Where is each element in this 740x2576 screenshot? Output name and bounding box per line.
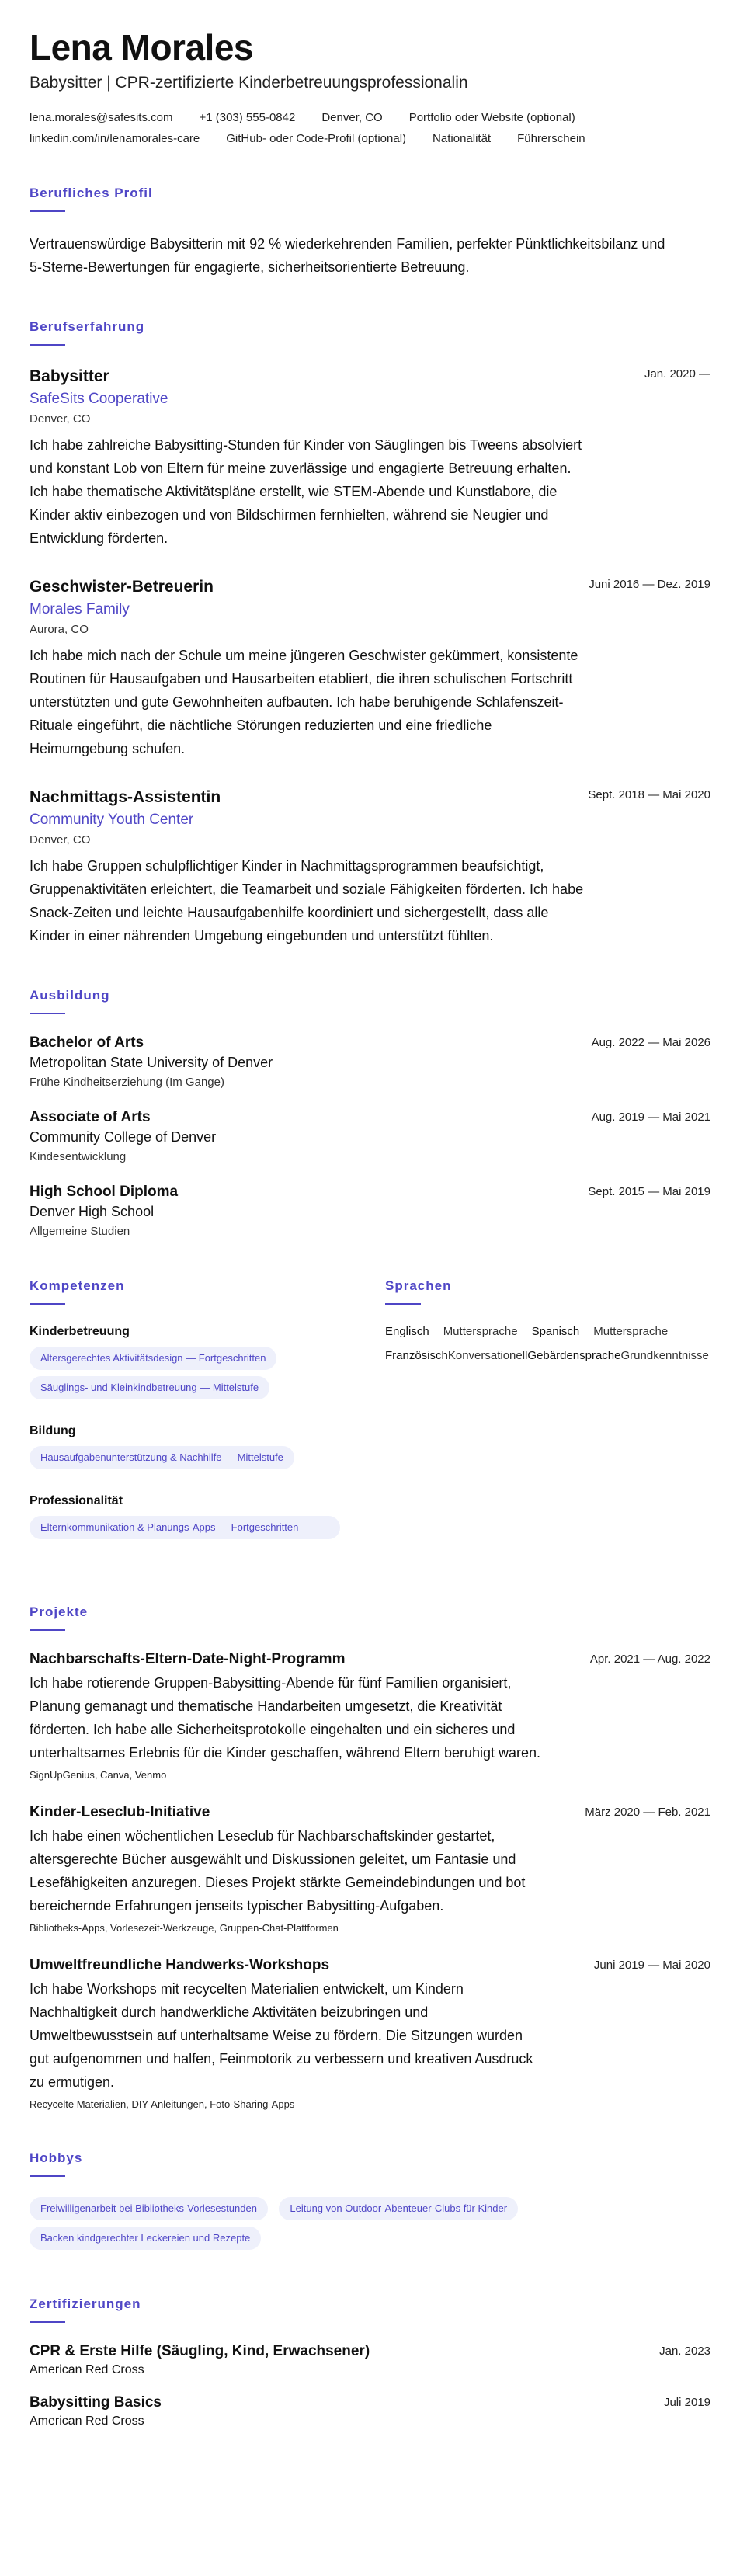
section-rule: [30, 1629, 65, 1631]
candidate-name: Lena Morales: [30, 27, 253, 68]
contact-info: [30, 111, 710, 124]
education-date: Sept. 2015 — Mai 2019: [588, 1184, 710, 1198]
contact-linkedin[interactable]: linkedin.com/in/lenamorales-care: [30, 131, 200, 145]
skills-column: [30, 1278, 385, 1564]
degree: High School Diploma: [30, 1183, 179, 1200]
section-rule: [30, 210, 65, 212]
certification-issuer: American Red Cross: [30, 2362, 144, 2376]
languages-column: [385, 1278, 710, 1564]
section-rule: [30, 1013, 65, 1014]
language-level: Muttersprache: [443, 1324, 518, 1338]
section-rule: [385, 1303, 421, 1305]
experience-entry: [30, 366, 710, 550]
institution: Denver High School: [30, 1203, 155, 1219]
certification-date: Juli 2019: [663, 2395, 710, 2409]
experience-entry: [30, 787, 710, 947]
certifications-section: [30, 2296, 710, 2428]
job-title: Nachmittags-Assistentin: [30, 787, 221, 806]
language-name: Englisch: [384, 1324, 429, 1338]
contact-github[interactable]: GitHub- oder Code-Profil (optional): [226, 131, 407, 145]
education-entry: [30, 1184, 710, 1238]
job-title: Geschwister-Betreuerin: [30, 577, 214, 596]
project-tools: SignUpGenius, Canva, Venmo: [30, 1768, 167, 1781]
skill-chip: Altersgerechtes Aktivitätsdesign — Fortgeschritten: [30, 1347, 276, 1370]
job-location: Denver, CO: [30, 412, 91, 426]
institution: Community College of Denver: [30, 1128, 217, 1145]
section-title: Hobbys: [30, 2150, 83, 2165]
project-date: Juni 2019 — Mai 2020: [593, 1958, 710, 1972]
project-tools: Bibliotheks-Apps, Vorlesezeit-Werkzeuge, Gruppen-Chat-Plattformen: [30, 1921, 339, 1934]
contact-email[interactable]: lena.morales@safesits.com: [30, 110, 173, 124]
certification-date: Jan. 2023: [659, 2344, 710, 2358]
section-title: Sprachen: [384, 1278, 452, 1293]
skill-group-title: Kinderbetreuung: [30, 1324, 130, 1338]
certification-title: CPR & Erste Hilfe (Säugling, Kind, Erwachsener): [30, 2342, 370, 2359]
institution: Metropolitan State University of Denver: [30, 1054, 273, 1070]
field-of-study: Frühe Kindheitserziehung (Im Gange): [30, 1075, 224, 1089]
education-date: Aug. 2019 — Mai 2021: [591, 1110, 710, 1124]
resume-header: [30, 28, 710, 145]
job-employer: Morales Family: [30, 600, 130, 617]
job-date: Jan. 2020 —: [644, 367, 710, 381]
job-date: Juni 2016 — Dez. 2019: [589, 577, 710, 591]
field-of-study: Allgemeine Studien: [30, 1224, 130, 1238]
skills-languages-section: [30, 1278, 710, 1564]
skill-group: [30, 1494, 385, 1545]
language-name: Spanisch: [531, 1324, 580, 1338]
field-of-study: Kindesentwicklung: [30, 1149, 127, 1163]
job-title: Babysitter: [30, 367, 109, 385]
job-description: Ich habe mich nach der Schule um meine jüngeren Geschwister gekümmert, konsistente Routinen für Hausaufgaben und Hausarbeiten etabliert, die ihren schulischen Fortschritt unterstützten und gute Gewohnheiten aufbauten. Ich habe beruhigende Schlafenszeit-Rituale eingeführt, die nächtliche Störungen reduzierten und eine friedliche Heimumgebung schufen.: [30, 647, 578, 756]
certification-entry: [30, 2343, 710, 2377]
section-title: Kompetenzen: [30, 1278, 125, 1293]
section-rule: [30, 344, 65, 346]
education-section: [30, 988, 710, 1238]
project-date: Apr. 2021 — Aug. 2022: [589, 1652, 710, 1666]
education-entry: [30, 1034, 710, 1089]
contact-info-secondary: [30, 132, 710, 145]
hobbies-section: [30, 2150, 710, 2256]
education-date: Aug. 2022 — Mai 2026: [591, 1035, 710, 1049]
section-title: Projekte: [30, 1604, 89, 1619]
contact-phone[interactable]: +1 (303) 555-0842: [199, 110, 296, 124]
section-title: Zertifizierungen: [30, 2296, 141, 2311]
language-level: Konversationell: [447, 1348, 528, 1362]
skill-chip: Hausaufgabenunterstützung & Nachhilfe — Mittelstufe: [30, 1446, 294, 1469]
language-level: Grundkenntnisse: [620, 1348, 709, 1362]
project-description: Ich habe Workshops mit recycelten Materialien entwickelt, um Kindern Nachhaltigkeit durch handwerkliche Aktivitäten beizubringen und Umweltbewusstsein auf unterhaltsame Weise zu fördern. Die Sitzungen wurden gut aufgenommen und halfen, Feinmotorik zu verbessern und kreativen Ausdruck zu ermutigen.: [30, 1980, 533, 2090]
job-date: Sept. 2018 — Mai 2020: [588, 787, 710, 801]
section-rule: [30, 2321, 65, 2323]
contact-nationality: Nationalität: [433, 131, 492, 145]
language-row: [385, 1325, 710, 1338]
degree: Bachelor of Arts: [30, 1034, 144, 1051]
summary-text: Vertrauenswürdige Babysitterin mit 92 % wiederkehrenden Familien, perfekter Pünktlichkeitsbilanz und 5-Sterne-Bewertungen für engagierte, sicherheitsorientierte Betreuung.: [30, 235, 665, 275]
project-entry: [30, 1651, 710, 1781]
job-description: Ich habe zahlreiche Babysitting-Stunden für Kinder von Säuglingen bis Tweens absolviert und konstant Lob von Eltern für meine zuverlässige und engagierte Betreuung erhalten. Ich habe thematische Aktivitätspläne erstellt, wie STEM-Abende und Kunstlabore, die Kinder aktiv einbezogen und von Bildschirmen fernhielten, während sie Neugier und Entwicklung förderten.: [30, 436, 582, 546]
project-title: Nachbarschafts-Eltern-Date-Night-Programm: [30, 1650, 346, 1667]
project-date: März 2020 — Feb. 2021: [585, 1805, 710, 1819]
language-name: Französisch: [384, 1348, 448, 1362]
project-description: Ich habe einen wöchentlichen Leseclub für Nachbarschaftskinder gestartet, altersgerechte Bücher ausgewählt und Diskussionen geleitet, um Fantasie und Lesefähigkeiten anzuregen. Dieses Projekt stärkte Gemeindebindungen und bot bereichernde Erfahrungen jenseits typischer Babysitting-Aufgaben.: [30, 1827, 526, 1914]
section-rule: [30, 2175, 65, 2177]
skill-group-title: Bildung: [30, 1424, 76, 1437]
section-title: Berufserfahrung: [30, 318, 145, 334]
job-location: Aurora, CO: [30, 622, 89, 636]
degree: Associate of Arts: [30, 1108, 151, 1125]
language-name: Gebärdensprache: [527, 1348, 621, 1362]
language-level: Muttersprache: [593, 1324, 669, 1338]
skill-group: [30, 1325, 385, 1406]
project-entry: [30, 1804, 710, 1934]
project-entry: [30, 1957, 710, 2110]
section-rule: [30, 1303, 65, 1305]
projects-section: [30, 1604, 710, 2110]
project-title: Kinder-Leseclub-Initiative: [30, 1803, 210, 1820]
section-title: Berufliches Profil: [30, 185, 153, 200]
contact-license: Führerschein: [517, 131, 585, 145]
contact-location: Denver, CO: [321, 110, 383, 124]
project-title: Umweltfreundliche Handwerks-Workshops: [30, 1956, 330, 1973]
project-description: Ich habe rotierende Gruppen-Babysitting-Abende für fünf Familien organisiert, Planung gemanagt und thematische Handarbeiten umgesetzt, die Kreativität förderten. Ich habe alle Sicherheitsprotokolle eingehalten und ein sicheres und unterhaltsames Erlebnis für die Kinder geschaffen, während Eltern beruhigt waren.: [30, 1674, 541, 1761]
section-title: Ausbildung: [30, 987, 110, 1003]
skill-chip: Elternkommunikation & Planungs-Apps — Fortgeschritten: [30, 1516, 340, 1539]
certification-entry: [30, 2394, 710, 2428]
experience-section: [30, 319, 710, 947]
experience-entry: [30, 576, 710, 760]
candidate-headline: Babysitter | CPR-zertifizierte Kinderbetreuungsprofessionalin: [30, 73, 468, 92]
job-location: Denver, CO: [30, 833, 91, 846]
skill-group: [30, 1424, 385, 1476]
certification-title: Babysitting Basics: [30, 2393, 162, 2411]
certification-issuer: American Red Cross: [30, 2414, 144, 2428]
job-employer: SafeSits Cooperative: [30, 390, 168, 407]
job-employer: Community Youth Center: [30, 811, 194, 828]
skill-group-title: Professionalität: [30, 1493, 123, 1507]
hobby-chip: Leitung von Outdoor-Abenteuer-Clubs für Kinder: [279, 2197, 518, 2220]
hobby-chip: Backen kindgerechter Leckereien und Rezepte: [30, 2227, 261, 2250]
skill-chip: Säuglings- und Kleinkindbetreuung — Mittelstufe: [30, 1376, 269, 1399]
contact-portfolio[interactable]: Portfolio oder Website (optional): [408, 110, 575, 124]
job-description: Ich habe Gruppen schulpflichtiger Kinder in Nachmittagsprogrammen beaufsichtigt, Gruppenaktivitäten erleichtert, die Teamarbeit und soziale Fähigkeiten förderten. Ich habe Snack-Zeiten und leichte Hausaufgabenhilfe koordiniert und sichergestellt, dass alle Kinder in einer nährenden Umgebung eingebunden und unterstützt fühlten.: [30, 857, 584, 944]
education-entry: [30, 1109, 710, 1163]
project-tools: Recycelte Materialien, DIY-Anleitungen, Foto-Sharing-Apps: [30, 2098, 295, 2110]
hobby-chip: Freiwilligenarbeit bei Bibliotheks-Vorlesestunden: [30, 2197, 268, 2220]
language-row: [385, 1349, 710, 1362]
summary-section: [30, 186, 710, 279]
